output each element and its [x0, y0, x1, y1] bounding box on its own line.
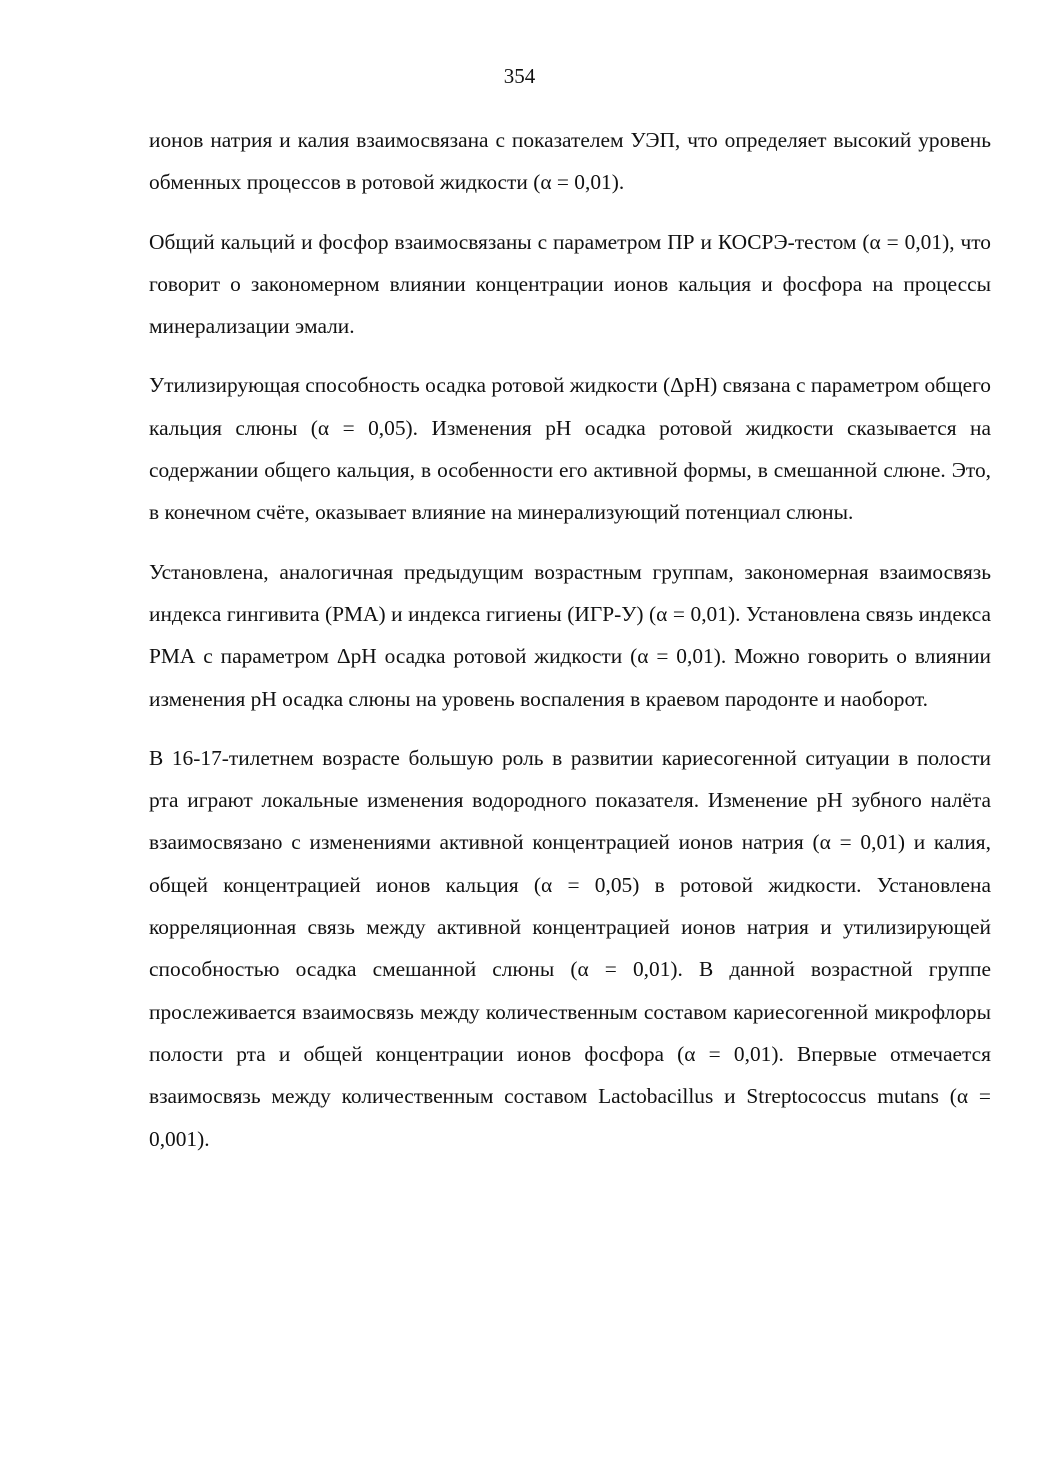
- body-text: [149, 119, 991, 1177]
- paragraph-4: Установлена, аналогичная предыдущим возрастным группам, закономерная взаимосвязь индекса гингивита (РМА) и индекса гигиены (ИГР-У) (α = 0,01). Установлена связь индекса РМА с параметром ΔрН осадка ротовой жидкости (α = 0,01). Можно говорить о влиянии изменения рН осадка слюны на уровень воспаления в краевом пародонте и наоборот.: [149, 559, 991, 711]
- paragraph-1: ионов натрия и калия взаимосвязана с показателем УЭП, что определяет высокий уровень обменных процессов в ротовой жидкости (α = 0,01).: [149, 128, 991, 195]
- paragraph-3: Утилизирующая способность осадка ротовой жидкости (ΔрН) связана с параметром общего кальция слюны (α = 0,05). Изменения рН осадка ротовой жидкости сказывается на содержании общего кальция, в особенности его активной формы, в смешанной слюне. Это, в конечном счёте, оказывает влияние на минерализующий потенциал слюны.: [149, 373, 991, 525]
- page-number: 354: [503, 64, 536, 88]
- paragraph-2: Общий кальций и фосфор взаимосвязаны с параметром ПР и КОСРЭ-тестом (α = 0,01), что говорит о закономерном влиянии концентрации ионов кальция и фосфора на процессы минерализации эмали.: [149, 229, 991, 339]
- paragraph-5: В 16-17-тилетнем возрасте большую роль в развитии кариесогенной ситуации в полости рта играют локальные изменения водородного показателя. Изменение рН зубного налёта взаимосвязано с изменениями активной концентрацией ионов натрия (α = 0,01) и калия, общей концентрацией ионов кальция (α = 0,05) в ротовой жидкости. Установлена корреляционная связь между активной концентрацией ионов натрия и утилизирующей способностью осадка смешанной слюны (α = 0,01). В данной возрастной группе прослеживается взаимосвязь между количественным составом кариесогенной микрофлоры полости рта и общей концентрации ионов фосфора (α = 0,01). Впервые отмечается взаимосвязь между количественным составом Lactobacillus и Streptococcus mutans (α = 0,001).: [149, 745, 991, 1151]
